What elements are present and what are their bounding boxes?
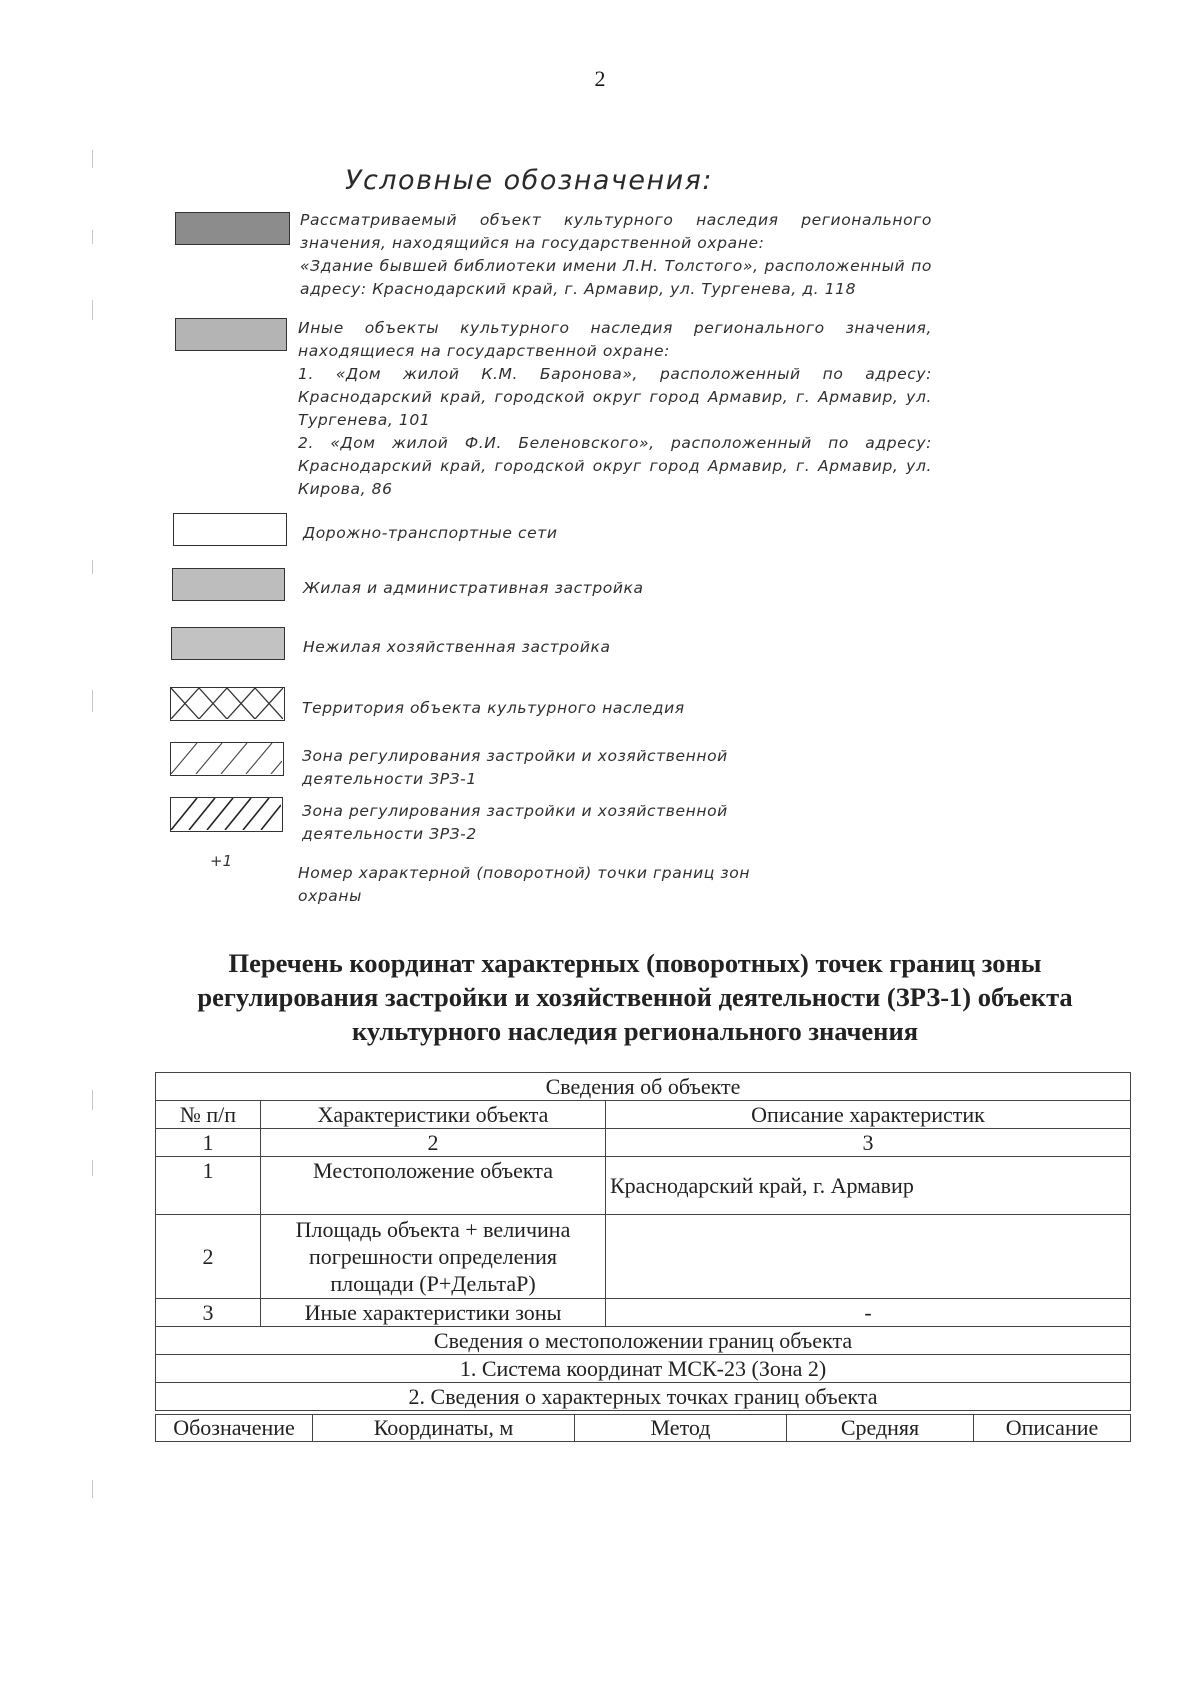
- object-info-table: [155, 1072, 1131, 1411]
- table-row: [156, 1355, 1131, 1383]
- dense-hatch-pattern: [171, 798, 281, 830]
- row-number-cell: 1: [156, 1157, 261, 1215]
- legend-swatch-non-residential: [171, 627, 285, 660]
- margin-mark: [92, 690, 93, 712]
- legend-line: Рассматриваемый объект культурного наследия регионального значения, находящийся на государственной охране:: [300, 211, 932, 252]
- legend-swatch-heritage-territory: [170, 687, 285, 721]
- legend-text-subject-object: [300, 209, 932, 301]
- location-title-cell: Сведения о местоположении границ объекта: [156, 1327, 1131, 1355]
- legend-title: Условные обозначения:: [345, 165, 713, 196]
- heading-line: регулирования застройки и хозяйственной деятельности (ЗРЗ-1) объекта: [197, 982, 1073, 1012]
- legend-line: Зона регулирования застройки и хозяйственной деятельности ЗРЗ-2: [302, 802, 728, 843]
- margin-mark: [92, 150, 93, 168]
- table-row: [156, 1101, 1131, 1129]
- legend-swatch-zrz-1: [170, 742, 284, 776]
- table-row: [156, 1073, 1131, 1101]
- characteristic-cell: Площадь объекта + величина погрешности определения площади (Р+ДельтаР): [261, 1215, 606, 1299]
- page-number: 2: [594, 66, 606, 91]
- header-cell: Описание: [974, 1415, 1131, 1442]
- legend-text-road-network: [303, 522, 903, 545]
- cross-hatch-pattern: [171, 688, 283, 719]
- margin-mark: [92, 1160, 93, 1176]
- legend-line: «Здание бывшей библиотеки имени Л.Н. Толстого», расположенный по адресу: Краснодарский край, г. Армавир, ул. Тургенева, д. 118: [300, 257, 932, 298]
- table-row: [156, 1157, 1131, 1215]
- table-row: [156, 1299, 1131, 1327]
- row-number-cell: 3: [156, 1299, 261, 1327]
- header-cell: Обозначение: [156, 1415, 313, 1442]
- table-row: [156, 1415, 1131, 1442]
- legend-text-zrz-1: [302, 745, 772, 791]
- legend-line: 2. «Дом жилой Ф.И. Беленовского», расположенный по адресу: Краснодарский край, городской округ город Армавир, г. Армавир, ул. Кирова, 86: [298, 434, 932, 498]
- coordinates-table: [155, 1414, 1131, 1442]
- legend-swatch-road-network: [173, 513, 287, 546]
- column-number-cell: 1: [156, 1129, 261, 1157]
- header-cell: Средняя: [787, 1415, 974, 1442]
- description-cell: [606, 1215, 1131, 1299]
- description-cell: -: [606, 1299, 1131, 1327]
- legend-text-residential: [303, 577, 903, 600]
- header-cell: Описание характеристик: [606, 1101, 1131, 1129]
- table-row: [156, 1215, 1131, 1299]
- table-row: [156, 1327, 1131, 1355]
- description-cell: Краснодарский край, г. Армавир: [606, 1157, 1131, 1215]
- legend-text-non-residential: [303, 636, 903, 659]
- legend-line: Зона регулирования застройки и хозяйственной деятельности ЗРЗ-1: [302, 747, 728, 788]
- table-row: [156, 1129, 1131, 1157]
- column-number-cell: 2: [261, 1129, 606, 1157]
- header-cell: Характеристики объекта: [261, 1101, 606, 1129]
- legend-text-heritage-territory: [302, 697, 902, 720]
- margin-mark: [92, 1480, 93, 1498]
- margin-mark: [92, 300, 93, 320]
- legend-line: 1. «Дом жилой К.М. Баронова», расположенный по адресу: Краснодарский край, городской округ город Армавир, г. Армавир, ул. Тургенева, 101: [298, 365, 932, 429]
- section-title-cell: Сведения об объекте: [156, 1073, 1131, 1101]
- legend-line: Дорожно-транспортные сети: [303, 524, 558, 542]
- margin-mark: [92, 560, 93, 574]
- table-row: [156, 1383, 1131, 1411]
- legend-line: Иные объекты культурного наследия регионального значения, находящиеся на государственной охране:: [298, 319, 932, 360]
- legend-text-other-objects: [298, 317, 932, 501]
- legend-text-zrz-2: [302, 800, 772, 846]
- legend-text-point-number: [298, 862, 798, 908]
- legend-line: Территория объекта культурного наследия: [302, 699, 685, 717]
- margin-mark: [92, 230, 93, 244]
- point-marker-label: +1: [210, 852, 233, 870]
- legend-line: Жилая и административная застройка: [303, 579, 644, 597]
- legend-swatch-other-objects: [175, 318, 287, 351]
- row-number-cell: 2: [156, 1215, 261, 1299]
- heading-line: Перечень координат характерных (поворотных) точек границ зоны: [228, 948, 1042, 978]
- legend-swatch-zrz-2: [170, 797, 283, 832]
- column-number-cell: 3: [606, 1129, 1131, 1157]
- header-cell: Координаты, м: [313, 1415, 575, 1442]
- legend-swatch-subject-object: [175, 212, 290, 245]
- margin-mark: [92, 1090, 93, 1110]
- document-heading: [150, 946, 1120, 1048]
- coord-system-cell: 1. Система координат МСК-23 (Зона 2): [156, 1355, 1131, 1383]
- legend-swatch-residential: [172, 568, 285, 601]
- legend-line: Нежилая хозяйственная застройка: [303, 638, 611, 656]
- header-cell: № п/п: [156, 1101, 261, 1129]
- sparse-hatch-pattern: [171, 743, 282, 774]
- legend-line: Номер характерной (поворотной) точки границ зон охраны: [298, 864, 751, 905]
- header-cell: Метод: [575, 1415, 787, 1442]
- points-title-cell: 2. Сведения о характерных точках границ объекта: [156, 1383, 1131, 1411]
- characteristic-cell: Иные характеристики зоны: [261, 1299, 606, 1327]
- heading-line: культурного наследия регионального значения: [351, 1016, 919, 1046]
- characteristic-cell: Местоположение объекта: [261, 1157, 606, 1215]
